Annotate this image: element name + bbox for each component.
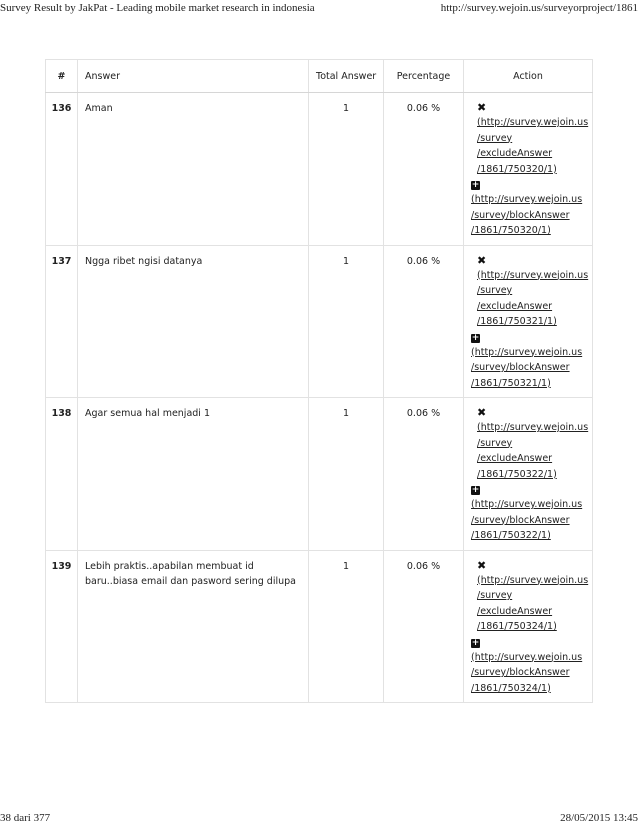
exclude-link-line: /survey bbox=[477, 437, 513, 449]
close-icon[interactable]: ✖ bbox=[477, 101, 487, 114]
exclude-answer-link[interactable] bbox=[471, 573, 589, 635]
answer-number: 138 bbox=[46, 398, 78, 551]
close-icon[interactable]: ✖ bbox=[477, 558, 487, 572]
print-footer-page: 38 dari 377 bbox=[0, 812, 51, 824]
exclude-link-line: /survey bbox=[477, 285, 513, 296]
table-header bbox=[46, 60, 593, 93]
block-link-line: (http://survey.wejoin.us bbox=[471, 194, 583, 205]
column-header-total-answer: Total Answer bbox=[309, 60, 384, 93]
block-link-line: /1861/750324/1) bbox=[471, 682, 551, 694]
exclude-link-line: /excludeAnswer bbox=[477, 605, 553, 617]
percentage: 0.06 % bbox=[384, 550, 464, 703]
exclude-link-line: /1861/750320/1) bbox=[477, 163, 557, 175]
answer-number: 136 bbox=[46, 93, 78, 246]
exclude-answer-link[interactable] bbox=[471, 115, 589, 177]
block-link-line: /1861/750321/1) bbox=[471, 377, 551, 389]
exclude-link-line: (http://survey.wejoin.us bbox=[477, 117, 589, 128]
total-answer: 1 bbox=[309, 398, 384, 551]
close-icon[interactable]: ✖ bbox=[477, 406, 487, 419]
column-header-number: # bbox=[46, 60, 78, 93]
print-header-url: http://survey.wejoin.us/surveyorproject/1861 bbox=[440, 2, 638, 14]
table-row bbox=[46, 93, 593, 246]
exclude-answer-link[interactable] bbox=[471, 268, 589, 330]
action-cell bbox=[464, 398, 593, 551]
answer-text: Agar semua hal menjadi 1 bbox=[78, 398, 309, 551]
survey-answers-table bbox=[45, 59, 593, 703]
action-cell bbox=[464, 245, 593, 398]
plus-square-icon[interactable]: + bbox=[471, 180, 480, 190]
exclude-link-line: (http://survey.wejoin.us bbox=[477, 422, 589, 433]
block-link-line: (http://survey.wejoin.us bbox=[471, 346, 583, 358]
print-footer-datetime: 28/05/2015 13:45 bbox=[560, 812, 638, 824]
exclude-link-line: /excludeAnswer bbox=[477, 453, 553, 464]
exclude-answer-link[interactable] bbox=[471, 420, 589, 482]
block-link-line: /survey/blockAnswer bbox=[471, 209, 570, 221]
total-answer: 1 bbox=[309, 550, 384, 703]
block-link-line: (http://survey.wejoin.us bbox=[471, 499, 583, 510]
table-row bbox=[46, 398, 593, 551]
block-answer-link[interactable] bbox=[471, 192, 585, 239]
exclude-link-line: /excludeAnswer bbox=[477, 300, 553, 312]
answer-text: Lebih praktis..apabilan membuat id baru..biasa email dan pasword sering dilupa bbox=[78, 550, 309, 703]
close-icon[interactable]: ✖ bbox=[477, 253, 487, 267]
block-answer-link[interactable] bbox=[471, 650, 585, 697]
block-link-line: /survey/blockAnswer bbox=[471, 514, 570, 526]
exclude-link-line: /survey bbox=[477, 132, 513, 144]
percentage: 0.06 % bbox=[384, 245, 464, 398]
exclude-link-line: /1861/750324/1) bbox=[477, 621, 557, 632]
answer-number: 137 bbox=[46, 245, 78, 398]
answer-text: Aman bbox=[78, 93, 309, 246]
percentage: 0.06 % bbox=[384, 93, 464, 246]
plus-square-icon[interactable]: + bbox=[471, 332, 480, 343]
exclude-link-line: /excludeAnswer bbox=[477, 148, 553, 159]
answer-number: 139 bbox=[46, 550, 78, 703]
exclude-link-line: (http://survey.wejoin.us bbox=[477, 574, 589, 586]
action-cell bbox=[464, 93, 593, 246]
exclude-link-line: /1861/750322/1) bbox=[477, 468, 557, 480]
plus-square-icon[interactable]: + bbox=[471, 637, 480, 648]
column-header-percentage: Percentage bbox=[384, 60, 464, 93]
block-link-line: /survey/blockAnswer bbox=[471, 362, 570, 373]
action-cell bbox=[464, 550, 593, 703]
column-header-answer: Answer bbox=[78, 60, 309, 93]
answer-text: Ngga ribet ngisi datanya bbox=[78, 245, 309, 398]
total-answer: 1 bbox=[309, 245, 384, 398]
exclude-link-line: /1861/750321/1) bbox=[477, 316, 557, 327]
block-link-line: (http://survey.wejoin.us bbox=[471, 651, 583, 663]
table-row bbox=[46, 550, 593, 703]
table-row bbox=[46, 245, 593, 398]
total-answer: 1 bbox=[309, 93, 384, 246]
block-link-line: /1861/750322/1) bbox=[471, 530, 551, 541]
exclude-link-line: /survey bbox=[477, 590, 513, 601]
block-answer-link[interactable] bbox=[471, 345, 585, 392]
column-header-action: Action bbox=[464, 60, 593, 93]
percentage: 0.06 % bbox=[384, 398, 464, 551]
block-link-line: /1861/750320/1) bbox=[471, 225, 551, 236]
table-header-row bbox=[46, 60, 593, 93]
block-link-line: /survey/blockAnswer bbox=[471, 667, 570, 678]
block-answer-link[interactable] bbox=[471, 497, 585, 544]
plus-square-icon[interactable]: + bbox=[471, 485, 480, 495]
exclude-link-line: (http://survey.wejoin.us bbox=[477, 269, 589, 281]
table-body bbox=[46, 93, 593, 703]
print-header-title: Survey Result by JakPat - Leading mobile market research in indonesia bbox=[0, 2, 315, 14]
